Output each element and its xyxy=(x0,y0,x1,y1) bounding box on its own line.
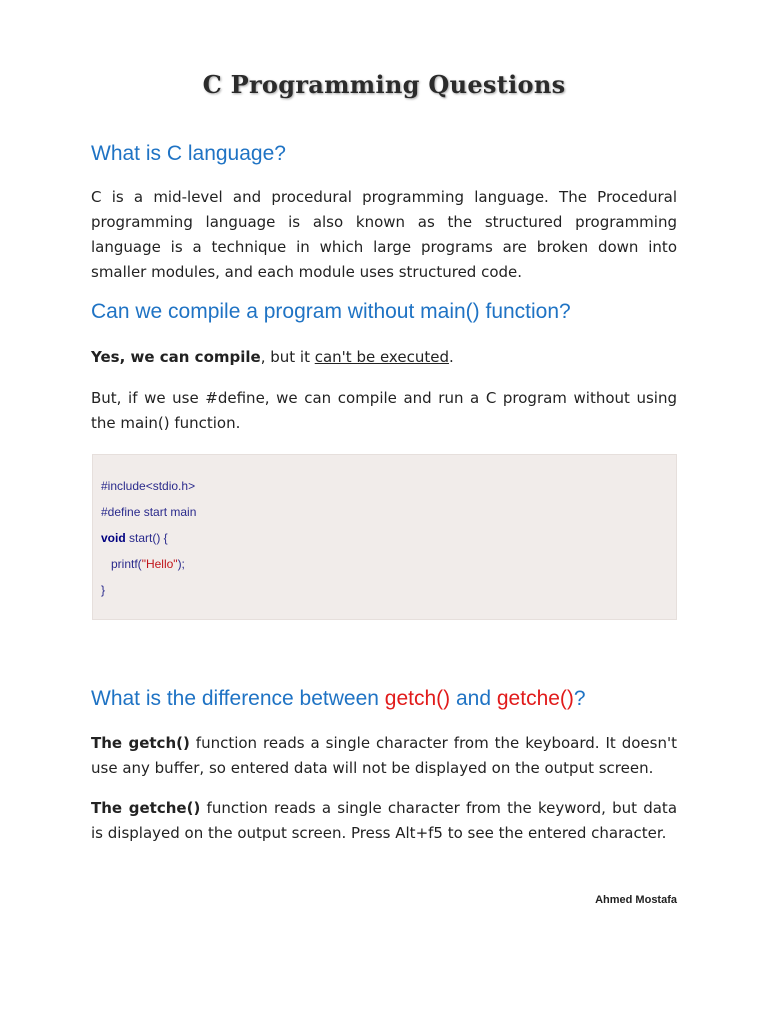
answer-bold-text: Yes, we can compile xyxy=(91,348,261,366)
code-function-signature: start() { xyxy=(125,531,168,545)
code-line-close-brace: } xyxy=(101,583,106,597)
heading-getche-term: getche() xyxy=(496,687,574,710)
heading-what-is-c: What is C language? xyxy=(91,142,286,165)
paragraph-getch xyxy=(91,731,677,781)
answer-end-text: . xyxy=(448,348,454,366)
answer-underlined-text: can't be executed xyxy=(314,348,449,366)
getche-bold-label: The getche() xyxy=(91,799,201,817)
heading-compile-without-main: Can we compile a program without main() function? xyxy=(91,300,571,323)
paragraph-c-definition: C is a mid-level and procedural programming language. The Procedural programming language is also known as the structured programming language is a technique in which large programs are broken down into smaller modules, and each module uses structured code. xyxy=(91,188,677,281)
heading-text-and: and xyxy=(450,687,497,710)
document-title: C Programming Questions xyxy=(202,70,566,99)
code-keyword-void: void xyxy=(101,531,126,545)
code-line-define: #define start main xyxy=(101,505,197,519)
paragraph-compile-answer xyxy=(91,345,677,370)
code-printf-close: ); xyxy=(177,557,185,571)
getch-bold-label: The getch() xyxy=(91,734,190,752)
paragraph-define-usage: But, if we use #define, we can compile and run a C program without using the main() function. xyxy=(91,389,677,432)
answer-middle-text: , but it xyxy=(260,348,315,366)
code-line-include: #include<stdio.h> xyxy=(101,479,196,493)
getche-description: function reads a single character from the keyword, but data is displayed on the output screen. Press Alt+f5 to see the entered character. xyxy=(91,799,678,842)
code-line-function xyxy=(101,531,168,545)
code-snippet-box xyxy=(92,454,677,620)
author-signature: Ahmed Mostafa xyxy=(595,894,677,906)
getch-description: function reads a single character from the keyboard. It doesn't use any buffer, so entered data will not be displayed on the output screen. xyxy=(91,734,677,777)
paragraph-getche xyxy=(91,796,677,846)
heading-question-mark: ? xyxy=(573,687,586,710)
heading-getch-vs-getche xyxy=(91,687,586,711)
code-line-printf xyxy=(101,557,185,571)
heading-text-pre: What is the difference between xyxy=(91,687,385,710)
heading-getch-term: getch() xyxy=(384,687,451,710)
code-string-literal: "Hello" xyxy=(141,557,178,571)
code-printf-call: printf( xyxy=(101,557,142,571)
